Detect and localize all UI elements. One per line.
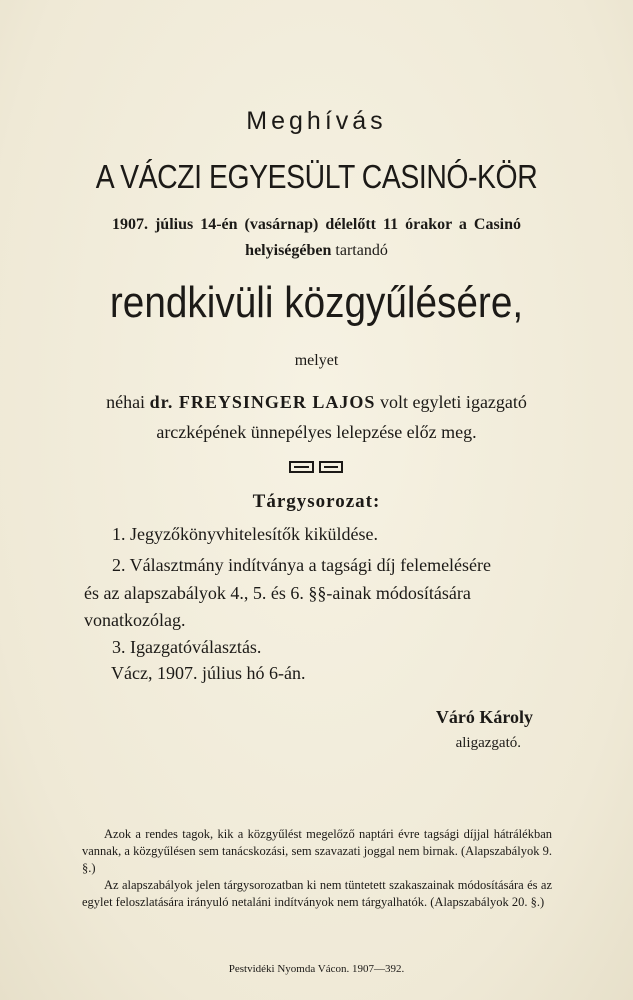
footnote-2: Az alapszabályok jelen tárgysorozatban ki nem tüntetett szakaszainak módosítására és az egylet feloszlatására irányuló netaláni indítványok nem tárgyalhatók. (Alapszabályok 20. §.) (82, 878, 552, 909)
agenda-item: vonatkozólag. (84, 610, 186, 630)
footnote-1: Azok a rendes tagok, kik a közgyűlést megelőző naptári évre tagsági díjjal hátrálékban vannak, a közgyűlésen sem tanácskozási, sem szavazati joggal nem birnak. (Alapszabályok 9. §.) (82, 827, 552, 875)
purpose-pre: néhai (106, 392, 150, 412)
agenda-item: és az alapszabályok 4., 5. és 6. §§-ainak módosítására (84, 583, 471, 603)
purpose-line-1 (0, 392, 633, 413)
purpose-line-2: arczképének ünnepélyes lelepzése előz meg. (156, 422, 477, 442)
agenda-item: 3. Igazgatóválasztás. (112, 637, 262, 657)
ornament-left (289, 461, 314, 473)
sign-place-date: Vácz, 1907. július hó 6-án. (111, 663, 306, 683)
purpose-post: volt egyleti igazgató (375, 392, 527, 412)
signer-name: Váró Károly (435, 707, 533, 727)
meeting-title: rendkivüli közgyűlésére, (109, 278, 524, 327)
purpose-name: dr. FREYSINGER LAJOS (149, 392, 376, 412)
place-rest: tartandó (331, 242, 388, 259)
ornament-divider (289, 461, 343, 473)
place-bold: helyiségében (245, 242, 332, 259)
which-line: melyet (294, 352, 339, 369)
agenda-item: 2. Választmány indítványa a tagsági díj felemelésére (112, 555, 492, 575)
ornament-right (319, 461, 344, 473)
signer-title: aligazgató. (455, 735, 521, 751)
agenda-title: Tárgysorozat: (252, 491, 381, 512)
date-line: 1907. július 14-én (vasárnap) délelőtt 11 órakor a Casinó (111, 216, 522, 233)
invitation-heading: Meghívás (246, 107, 387, 135)
agenda-item: 1. Jegyzőkönyvhitelesítők kiküldése. (112, 524, 378, 544)
printer-imprint: Pestvidéki Nyomda Vácon. 1907—392. (228, 963, 405, 975)
place-line (0, 242, 633, 260)
society-name: A VÁCZI EGYESÜLT CASINÓ-KÖR (95, 158, 538, 195)
footnotes (82, 826, 552, 911)
